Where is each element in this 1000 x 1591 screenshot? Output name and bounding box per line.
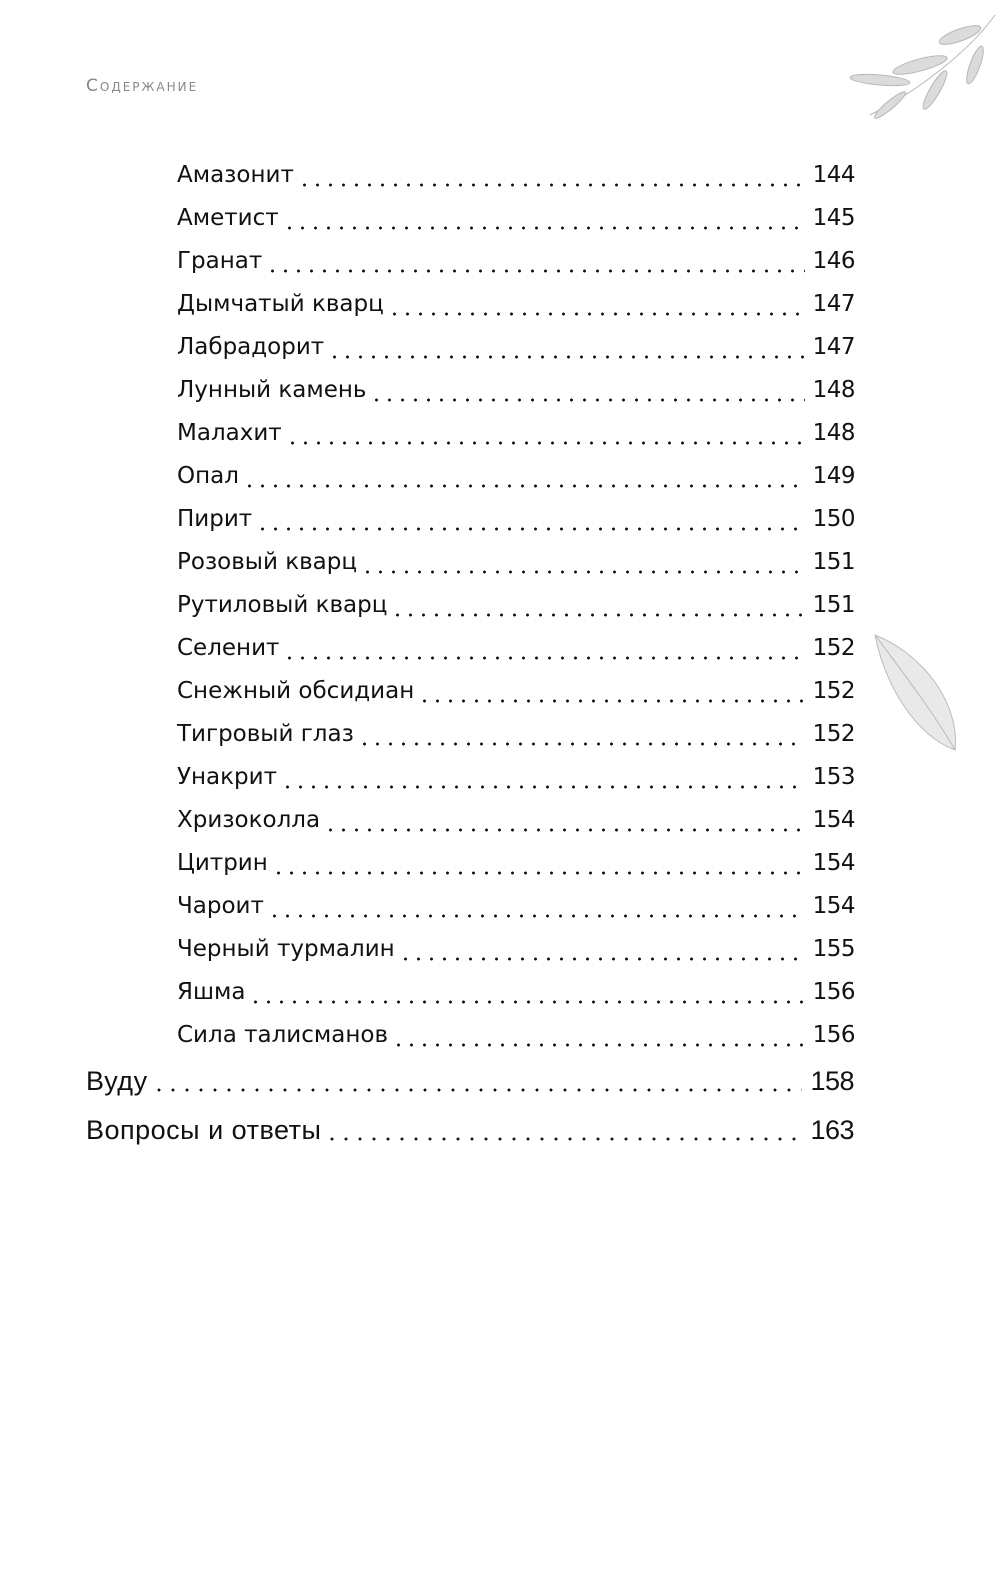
dot-leader — [256, 527, 804, 531]
dot-leader — [325, 1137, 802, 1141]
toc-entry[interactable] — [177, 635, 855, 665]
dot-leader — [388, 312, 805, 316]
toc-entry[interactable] — [177, 893, 855, 923]
toc-entry-page: 156 — [812, 1022, 855, 1048]
toc-entry-title: Селенит — [177, 635, 280, 661]
toc-entry[interactable] — [177, 248, 855, 278]
dot-leader — [283, 656, 804, 660]
toc-entry[interactable] — [177, 162, 855, 192]
toc-entry[interactable] — [177, 463, 855, 493]
dot-leader — [328, 355, 804, 359]
toc-entry-title: Вуду — [86, 1066, 148, 1096]
toc-entry[interactable] — [177, 678, 855, 708]
toc-entry-page: 144 — [812, 162, 855, 188]
toc-entry[interactable] — [177, 334, 855, 364]
toc-entry-title: Хризоколла — [177, 807, 321, 833]
dot-leader — [298, 183, 805, 187]
toc-entry-title: Унакрит — [177, 764, 277, 790]
toc-entry-page: 146 — [812, 248, 855, 274]
dot-leader — [358, 742, 805, 746]
toc-entry-page: 148 — [812, 420, 855, 446]
running-header: Содержание — [86, 76, 199, 96]
dot-leader — [324, 828, 805, 832]
toc-entry-page: 148 — [812, 377, 855, 403]
toc-entry[interactable] — [177, 377, 855, 407]
toc-entry-title: Черный турмалин — [177, 936, 395, 962]
toc-entry-title: Цитрин — [177, 850, 268, 876]
toc-entry[interactable] — [177, 549, 855, 579]
dot-leader — [243, 484, 805, 488]
toc-entry-title: Снежный обсидиан — [177, 678, 415, 704]
toc-entry-title: Малахит — [177, 420, 282, 446]
toc-entry-title: Лабрадорит — [177, 334, 325, 360]
toc-entry[interactable] — [177, 850, 855, 880]
toc-entry-page: 145 — [812, 205, 855, 231]
dot-leader — [370, 398, 804, 402]
toc-entry-title: Тигровый глаз — [177, 721, 354, 747]
toc-entry-page: 163 — [810, 1115, 854, 1145]
toc-entry-title: Аметист — [177, 205, 279, 231]
toc-entry[interactable] — [177, 807, 855, 837]
toc-entry-title: Яшма — [177, 979, 246, 1005]
toc-entry[interactable] — [177, 506, 855, 536]
toc-entry-page: 152 — [812, 678, 855, 704]
toc-entry-title: Сила талисманов — [177, 1022, 389, 1048]
dot-leader — [283, 226, 805, 230]
toc-entry-title: Чароит — [177, 893, 264, 919]
toc-entry-title: Рутиловый кварц — [177, 592, 388, 618]
toc-entry-title: Вопросы и ответы — [86, 1115, 322, 1145]
dot-leader — [418, 699, 804, 703]
toc-entry-page: 151 — [812, 592, 855, 618]
dot-leader — [268, 914, 805, 918]
dot-leader — [266, 269, 804, 273]
dot-leader — [286, 441, 805, 445]
toc-entry[interactable] — [177, 592, 855, 622]
toc-entry-page: 149 — [812, 463, 855, 489]
toc-entry[interactable] — [177, 205, 855, 235]
toc-entry-title: Гранат — [177, 248, 263, 274]
dot-leader — [392, 1043, 805, 1047]
dot-leader — [391, 613, 804, 617]
toc-entry[interactable] — [177, 764, 855, 794]
toc-entry[interactable] — [177, 1022, 855, 1052]
toc-entry-title: Пирит — [177, 506, 253, 532]
toc-entry[interactable] — [177, 936, 855, 966]
dot-leader — [399, 957, 805, 961]
toc-entry-page: 152 — [812, 635, 855, 661]
toc-entry-title: Розовый кварц — [177, 549, 358, 575]
toc-entry[interactable] — [86, 1066, 854, 1097]
toc-entry-page: 153 — [812, 764, 855, 790]
toc-entry-page: 156 — [812, 979, 855, 1005]
toc-entry-title: Лунный камень — [177, 377, 367, 403]
leaf-branch-illustration — [770, 10, 1000, 120]
toc-entry-title: Амазонит — [177, 162, 294, 188]
dot-leader — [152, 1088, 803, 1092]
leaf-illustration — [865, 625, 965, 755]
dot-leader — [281, 785, 805, 789]
toc-entry-page: 154 — [812, 850, 855, 876]
toc-entry-page: 147 — [812, 291, 855, 317]
toc-entry-page: 147 — [812, 334, 855, 360]
toc-entry[interactable] — [177, 721, 855, 751]
toc-entry-page: 158 — [810, 1066, 854, 1096]
toc-entry-page: 152 — [812, 721, 855, 747]
toc-entry-page: 155 — [812, 936, 855, 962]
toc-entry-page: 151 — [812, 549, 855, 575]
toc-entry-page: 150 — [812, 506, 855, 532]
dot-leader — [249, 1000, 804, 1004]
dot-leader — [272, 871, 805, 875]
toc-entry[interactable] — [177, 291, 855, 321]
toc-entry[interactable] — [86, 1115, 854, 1146]
toc-entry-title: Дымчатый кварц — [177, 291, 384, 317]
toc-entry-title: Опал — [177, 463, 239, 489]
toc-entry-page: 154 — [812, 893, 855, 919]
dot-leader — [361, 570, 805, 574]
toc-entry-page: 154 — [812, 807, 855, 833]
toc-entry[interactable] — [177, 979, 855, 1009]
toc-entry[interactable] — [177, 420, 855, 450]
